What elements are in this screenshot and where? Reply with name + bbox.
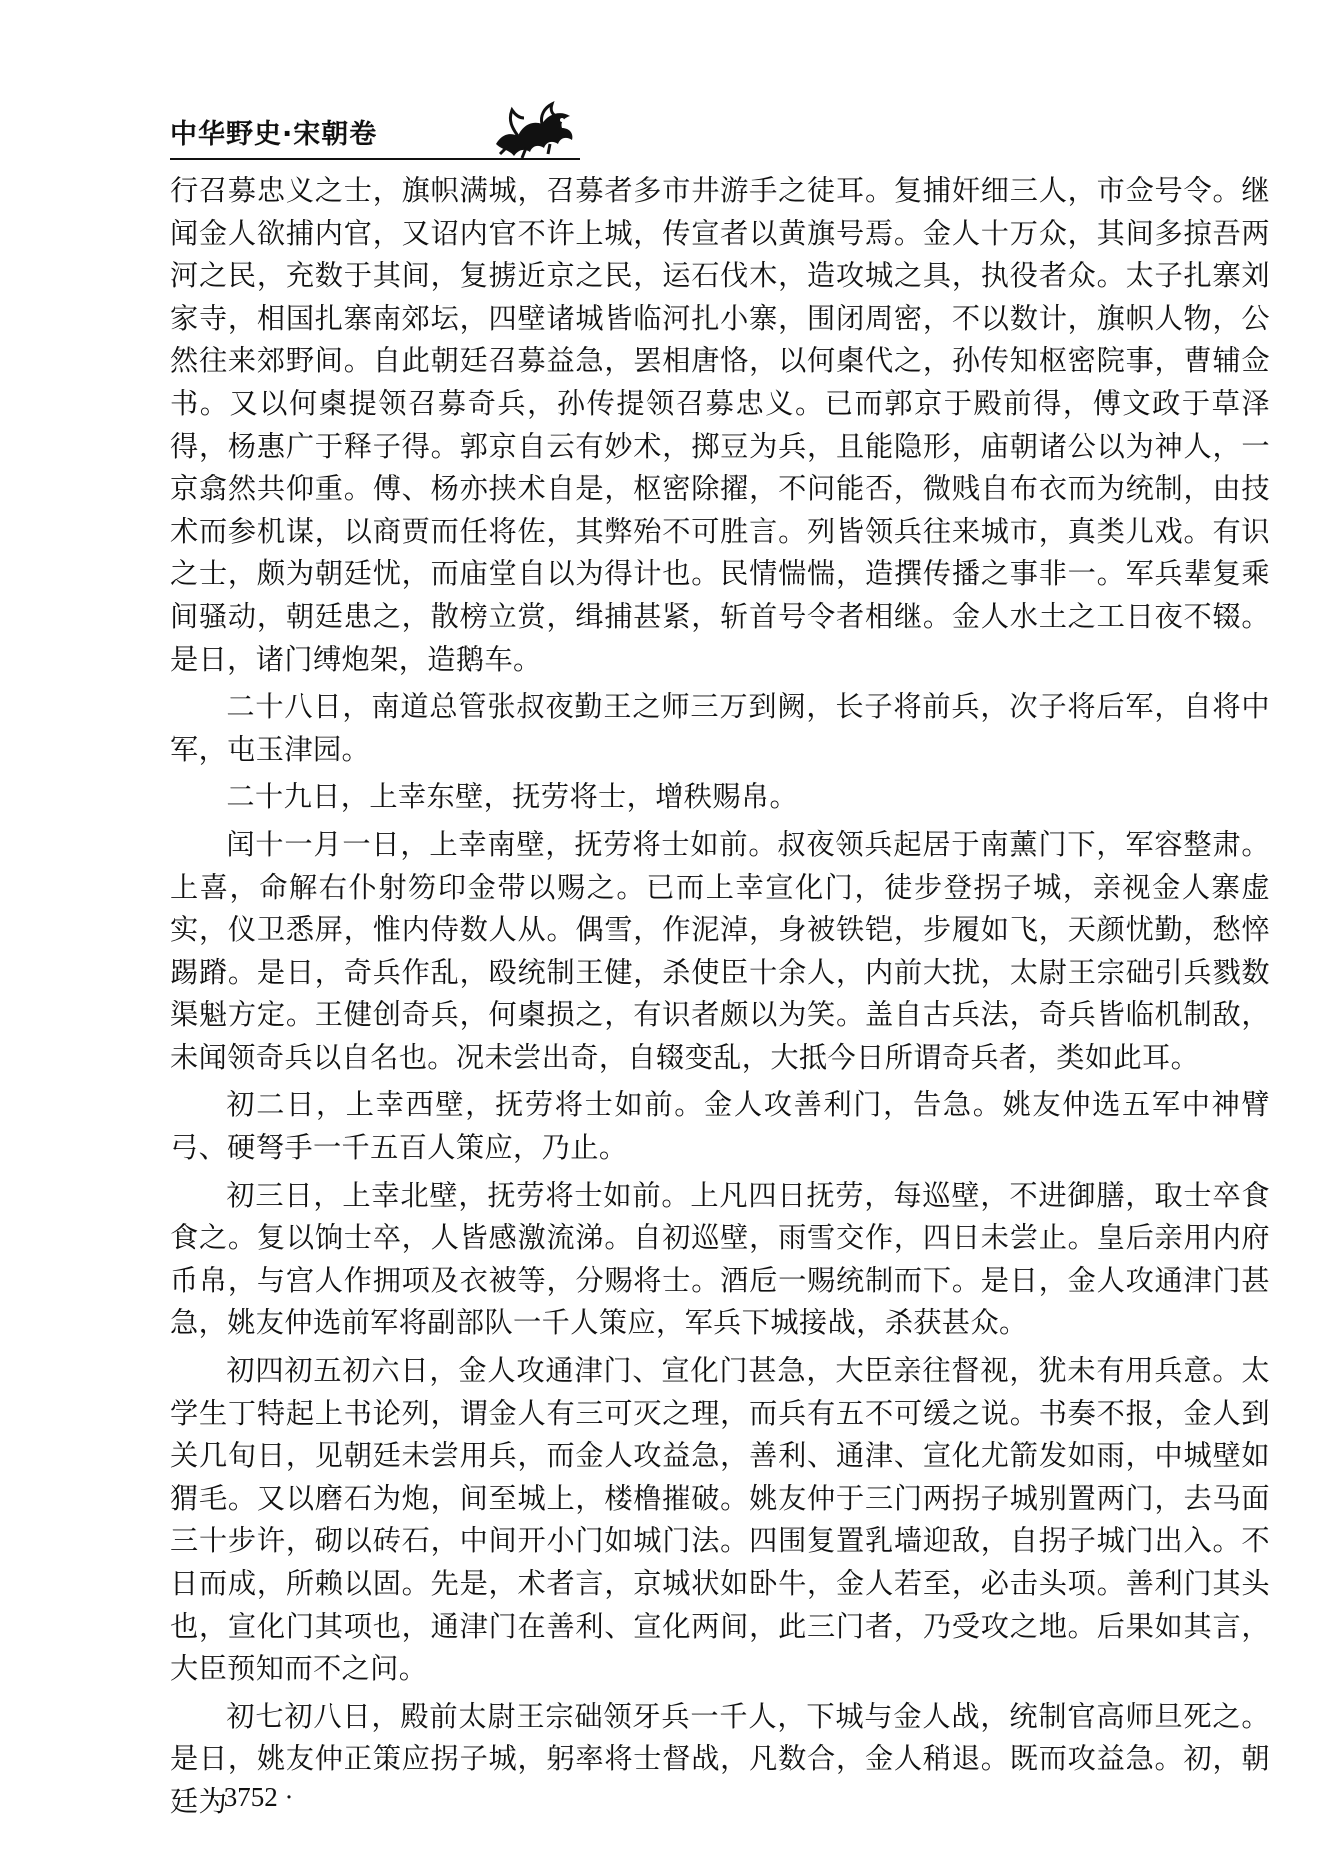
paragraph: 初三日，上幸北壁，抚劳将士如前。上凡四日抚劳，每巡壁，不进御膳，取士卒食食之。复以饷士卒，人皆感激流涕。自初巡壁，雨雪交作，四日未尝止。皇后亲用内府币帛，与宫人作拥项及衣被等，分赐将士。酒卮一赐统制而下。是日，金人攻通津门甚急，姚友仲选前军将副部队一千人策应，军兵下城接战，杀获甚众。 [170, 1178, 1270, 1340]
page-number: · 3752 · [208, 1782, 294, 1812]
paragraph: 二十九日，上幸东壁，抚劳将士，增秩赐帛。 [226, 780, 799, 814]
paragraph: 二十八日，南道总管张叔夜勤王之师三万到阙，长子将前兵，次子将后军，自将中军，屯玉津园。 [170, 690, 1270, 766]
paragraph: 闰十一月一日，上幸南壁，抚劳将士如前。叔夜领兵起居于南薰门下，军容整肃。上喜，命解右仆射笏印金带以赐之。已而上幸宣化门，徒步登拐子城，亲视金人寨虚实，仪卫悉屏，惟内侍数人从。偶雪，作泥淖，身被铁铠，步履如飞，天颜忧勤，愁悴踢蹐。是日，奇兵作乱，殴统制王健，杀使臣十余人，内前大扰，太尉王宗础引兵戮数渠魁方定。王健创奇兵，何㮚损之，有识者颇以为笑。盖自古兵法，奇兵皆临机制敌，未闻领奇兵以自名也。况未尝出奇，自辍变乱，大抵今日所谓奇兵者，类如此耳。 [170, 827, 1270, 1074]
book-title: 中华野史·宋朝卷 [170, 119, 378, 150]
body-text [170, 170, 1270, 1824]
dragon-emblem-icon [488, 98, 580, 160]
running-header [170, 108, 580, 160]
header-rule [170, 158, 580, 160]
paragraph: 初七初八日，殿前太尉王宗础领牙兵一千人，下城与金人战，统制官高师旦死之。是日，姚友仲正策应拐子城，躬率将士督战，凡数合，金人稍退。既而攻益急。初，朝廷为 [170, 1699, 1270, 1818]
paragraph: 初二日，上幸西壁，抚劳将士如前。金人攻善利门，告急。姚友仲选五军中神臂弓、硬弩手一千五百人策应，乃止。 [170, 1088, 1270, 1165]
paragraph: 初四初五初六日，金人攻通津门、宣化门甚急，大臣亲往督视，犹未有用兵意。太学生丁特起上书论列，谓金人有三可灭之理，而兵有五不可缓之说。书奏不报，金人到关几旬日，见朝廷未尝用兵，而金人攻益急，善利、通津、宣化尤箭发如雨，中城壁如猬毛。又以磨石为炮，间至城上，楼橹摧破。姚友仲于三门两拐子城别置两门，去马面三十步许，砌以砖石，中间开小门如城门法。四围复置乳墙迎敌，自拐子城门出入。不日而成，所赖以固。先是，术者言，京城状如卧牛，金人若至，必击头项。善利门其头也，宣化门其项也，通津门在善利、宣化两间，此三门者，乃受攻之地。后果如其言，大臣预知而不之问。 [170, 1354, 1270, 1686]
paragraph: 行召募忠义之士，旗帜满城，召募者多市井游手之徒耳。复捕奸细三人，市佥号令。继闻金人欲捕内官，又诏内官不许上城，传宣者以黄旗号焉。金人十万众，其间多掠吾两河之民，充数于其间，复掳近京之民，运石伐木，造攻城之具，执役者众。太子扎寨刘家寺，相国扎寨南郊坛，四壁诸城皆临河扎小寨，围闭周密，不以数计，旗帜人物，公然往来郊野间。自此朝廷召募益急，罢相唐恪，以何㮚代之，孙传知枢密院事，曹辅佥书。又以何㮚提领召募奇兵，孙传提领召募忠义。已而郭京于殿前得，傅文政于草泽得，杨惠广于释子得。郭京自云有妙术，掷豆为兵，且能隐形，庙朝诸公以为神人，一京翕然共仰重。傅、杨亦挟术自是，枢密除擢，不问能否，微贱自布衣而为统制，由技术而参机谋，以商贾而任将佐，其弊殆不可胜言。列皆领兵往来城市，真类儿戏。有识之士，颇为朝廷忧，而庙堂自以为得计也。民情惴惴，造撰传播之事非一。军兵辈复乘间骚动，朝廷患之，散榜立赏，缉捕甚紧，斩首号令者相继。金人水土之工日夜不辍。是日，诸门缚炮架，造鹅车。 [170, 174, 1270, 676]
